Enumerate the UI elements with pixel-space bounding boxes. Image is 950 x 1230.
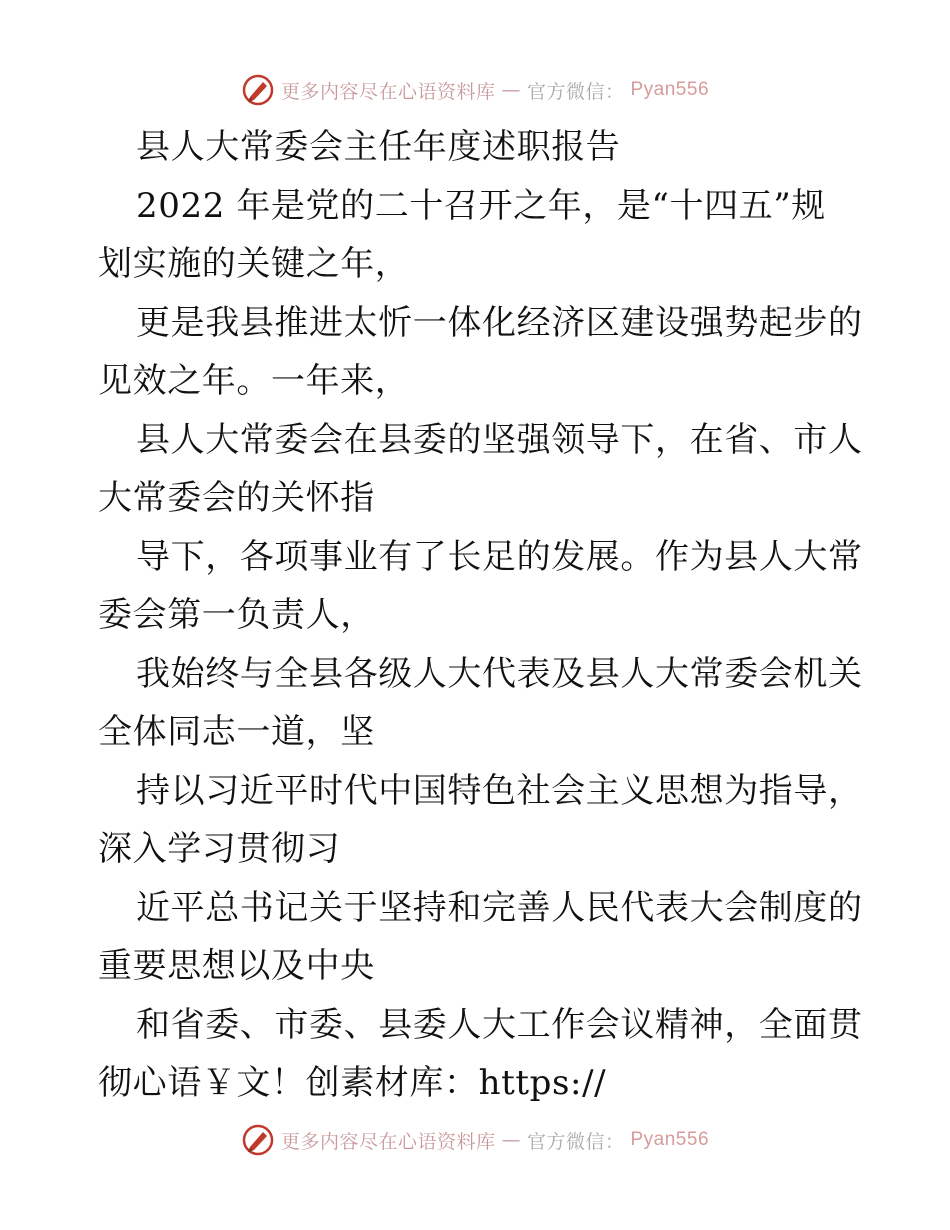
paragraph-line: 和省委、市委、县委人大工作会议精神，全面贯: [136, 1004, 863, 1045]
watermark-wechat-id: Pyan556: [630, 79, 710, 100]
paragraph-line: 委会第一负责人，: [98, 595, 375, 635]
watermark-main-text: 更多内容尽在心语资料库: [280, 1130, 496, 1153]
watermark-sub-text: 官方微信：: [526, 1130, 625, 1153]
paragraph-line: 全体同志一道，坚: [98, 712, 375, 752]
paragraph-line: 更是我县推进太忻一体化经济区建设强势起步的: [136, 302, 863, 343]
paragraph-line: 近平总书记关于坚持和完善人民代表大会制度的: [136, 887, 863, 928]
paragraph-line: 县人大常委会在县委的坚强领导下，在省、市人: [136, 419, 863, 460]
paragraph-line: 见效之年。一年来，: [98, 361, 410, 401]
paragraph-line: 我始终与全县各级人大代表及县人大常委会机关: [136, 653, 863, 694]
watermark-wechat-id: Pyan556: [630, 1129, 710, 1150]
watermark-main-text: 更多内容尽在心语资料库: [280, 80, 496, 103]
paragraph-line: 深入学习贯彻习: [98, 829, 341, 869]
watermark-dash: —: [501, 79, 521, 101]
document-body: [98, 118, 863, 1113]
watermark-dash: —: [501, 1129, 521, 1151]
paragraph-line: 持以习近平时代中国特色社会主义思想为指导，: [136, 770, 863, 811]
document-title: 县人大常委会主任年度述职报告: [136, 127, 621, 167]
paragraph-line: 大常委会的关怀指: [98, 478, 375, 518]
pen-logo-icon: [241, 73, 275, 107]
watermark-sub-text: 官方微信：: [526, 80, 625, 103]
paragraph-line: 重要思想以及中央: [98, 946, 375, 986]
pen-logo-icon: [241, 1123, 275, 1157]
paragraph-line: 彻心语￥文！创素材库：https://: [98, 1063, 607, 1103]
paragraph-line: 划实施的关键之年，: [98, 244, 410, 284]
header-watermark: [0, 70, 950, 110]
footer-watermark: [0, 1120, 950, 1160]
paragraph-line: 导下，各项事业有了长足的发展。作为县人大常: [136, 536, 863, 577]
paragraph-line: 2022 年是党的二十召开之年，是“十四五”规: [136, 185, 826, 226]
